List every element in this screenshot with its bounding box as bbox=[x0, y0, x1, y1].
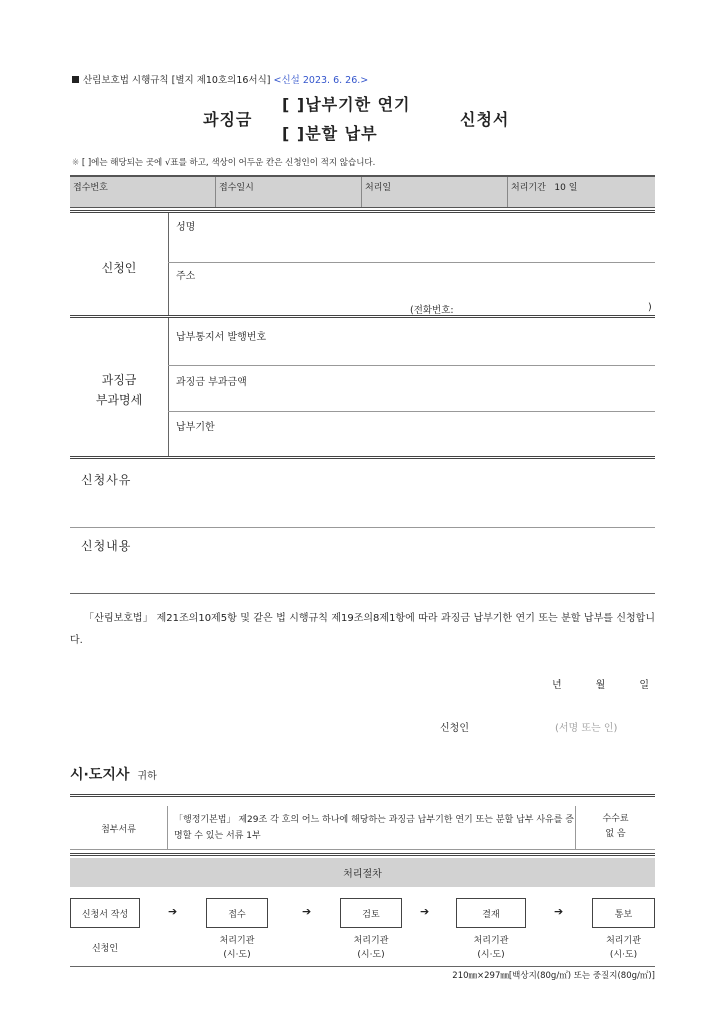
arrow-right-icon: ➔ bbox=[168, 905, 178, 918]
form-page bbox=[70, 0, 655, 1024]
step-actor-agency bbox=[456, 934, 526, 962]
step-review: 검토 bbox=[340, 898, 402, 928]
square-bullet-icon bbox=[72, 76, 79, 83]
attachment-row bbox=[70, 806, 655, 850]
addressee bbox=[70, 764, 157, 784]
form-reference bbox=[72, 72, 368, 86]
name-field[interactable]: 성명 bbox=[176, 222, 196, 233]
note-text: [ ]에는 해당되는 곳에 √표를 하고, 색상이 어두운 칸은 신청인이 적지 않습니다. bbox=[81, 158, 376, 168]
step-write-application: 신청서 작성 bbox=[70, 898, 140, 928]
fee-label: 수수료 bbox=[602, 814, 629, 824]
signature-hint[interactable]: (서명 또는 인) bbox=[554, 723, 618, 734]
phone-close-paren: ) bbox=[648, 302, 652, 313]
penalty-row-divider bbox=[168, 365, 655, 366]
payment-deadline-field[interactable]: 납부기한 bbox=[176, 422, 215, 433]
note-star-icon: ※ bbox=[72, 158, 80, 168]
instruction-note bbox=[72, 156, 375, 168]
actor-line1: 처리기관 bbox=[606, 936, 641, 946]
title-left: 과징금 bbox=[203, 110, 253, 129]
receipt-number-label: 접수번호 bbox=[70, 177, 216, 207]
paper-spec: 210㎜×297㎜[백상지(80g/㎡) 또는 중질지(80g/㎡)] bbox=[452, 971, 655, 981]
step-actor-agency bbox=[206, 934, 268, 962]
penalty-vline bbox=[168, 318, 169, 457]
title-option-deferral[interactable]: [ ]납부기한 연기 bbox=[282, 95, 411, 114]
address-field[interactable]: 주소 bbox=[176, 271, 196, 282]
title-right: 신청서 bbox=[460, 110, 510, 129]
procedure-top-border bbox=[70, 853, 655, 856]
actor-line2: (시·도) bbox=[477, 950, 505, 960]
reference-text: 산림보호법 시행규칙 [별지 제10호의16서식] bbox=[83, 75, 271, 86]
applicant-row-divider bbox=[168, 262, 655, 263]
content-field[interactable]: 신청내용 bbox=[81, 539, 132, 553]
fee-value: 없 음 bbox=[605, 829, 626, 839]
section-divider bbox=[70, 315, 655, 318]
actor-line2: (시·도) bbox=[357, 950, 385, 960]
notice-number-field[interactable]: 납부통지서 발행번호 bbox=[176, 332, 267, 343]
receipt-date-label: 접수일시 bbox=[216, 177, 362, 207]
arrow-right-icon: ➔ bbox=[302, 905, 312, 918]
attachment-top-border bbox=[70, 794, 655, 797]
signature-label: 신청인 bbox=[440, 723, 469, 734]
processing-period bbox=[508, 177, 655, 207]
section-divider bbox=[70, 210, 655, 213]
applicant-vline bbox=[168, 213, 169, 316]
actor-line1: 처리기관 bbox=[353, 936, 389, 946]
addressee-name: 시·도지사 bbox=[70, 767, 130, 783]
declaration-text: 「산림보호법」 제21조의10제5항 및 같은 법 시행규칙 제19조의8제1항에 따라 과징금 납부기한 연기 또는 분할 납부를 신청합니다. bbox=[70, 613, 655, 646]
date-row bbox=[552, 676, 649, 691]
attachment-text: 「행정기본법」 제29조 각 호의 어느 하나에 해당하는 과징금 납부기한 연기 또는 분할 납부 사유를 증명할 수 있는 서류 1부 bbox=[174, 815, 574, 841]
penalty-label-line1: 과징금 bbox=[101, 373, 137, 387]
reason-divider bbox=[70, 527, 655, 528]
attachment-label: 첨부서류 bbox=[70, 806, 168, 850]
signature-row bbox=[440, 719, 617, 734]
title-option-installment[interactable]: [ ]분할 납부 bbox=[282, 124, 378, 143]
step-approval: 결재 bbox=[456, 898, 526, 928]
fee-cell bbox=[575, 806, 655, 850]
day-label[interactable]: 일 bbox=[639, 680, 649, 691]
step-actor-applicant bbox=[70, 934, 140, 956]
period-label: 처리기간 bbox=[511, 183, 546, 193]
year-label[interactable]: 년 bbox=[551, 680, 562, 691]
penalty-label-line2: 부과명세 bbox=[95, 393, 143, 407]
reference-new-date: <신설 2023. 6. 26.> bbox=[273, 75, 369, 86]
procedure-header: 처리절차 bbox=[70, 858, 655, 887]
step-receipt: 접수 bbox=[206, 898, 268, 928]
penalty-row-divider bbox=[168, 411, 655, 412]
step-actor-agency bbox=[592, 934, 655, 962]
section-divider bbox=[70, 456, 655, 459]
applicant-section-label: 신청인 bbox=[101, 261, 137, 275]
addressee-honorific: 귀하 bbox=[137, 771, 157, 782]
actor-line1: 처리기관 bbox=[219, 936, 255, 946]
phone-field[interactable]: (전화번호: bbox=[410, 305, 454, 316]
arrow-right-icon: ➔ bbox=[554, 905, 564, 918]
processed-date-label: 처리일 bbox=[362, 177, 508, 207]
penalty-section-label bbox=[70, 370, 168, 410]
actor-line1: 신청인 bbox=[91, 944, 119, 954]
step-notification: 통보 bbox=[592, 898, 655, 928]
actor-line2: (시·도) bbox=[223, 950, 251, 960]
arrow-right-icon: ➔ bbox=[420, 905, 430, 918]
receipt-row bbox=[70, 175, 655, 208]
footer-divider bbox=[70, 966, 655, 967]
step-actor-agency bbox=[340, 934, 402, 962]
title-options bbox=[282, 90, 411, 148]
reason-field[interactable]: 신청사유 bbox=[81, 473, 132, 487]
actor-line1: 처리기관 bbox=[473, 936, 509, 946]
actor-line2: (시·도) bbox=[609, 950, 638, 960]
month-label[interactable]: 월 bbox=[595, 680, 606, 691]
content-divider bbox=[70, 593, 655, 594]
period-value: 10 일 bbox=[554, 183, 578, 193]
penalty-amount-field[interactable]: 과징금 부과금액 bbox=[176, 377, 247, 388]
